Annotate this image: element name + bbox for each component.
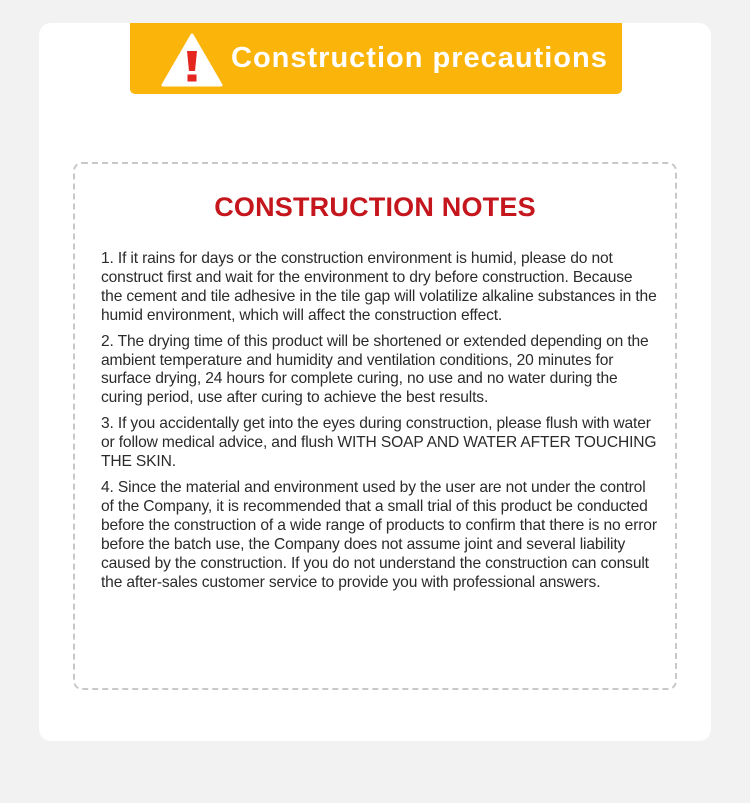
note-item-4: 4. Since the material and environment used by the user are not under the control of the Company, it is recommended that a small trial of this product be conducted before the construction of a wide range of products to confirm that there is no error before the batch use, the Company does not assume joint and several liability caused by the construction. If you do not understand the construction can consult the after-sales customer service to provide you with professional answers.	[101, 478, 657, 591]
warning-icon	[161, 33, 223, 87]
notes-list	[101, 250, 657, 599]
header-banner	[130, 23, 622, 94]
note-item-1: 1. If it rains for days or the construction environment is humid, please do not construct first and wait for the environment to dry before construction. Because the cement and tile adhesive in the tile gap will volatilize alkaline substances in the humid environment, which will affect the construction effect.	[101, 250, 657, 324]
notes-title: CONSTRUCTION NOTES	[214, 192, 536, 222]
note-item-2: 2. The drying time of this product will be shortened or extended depending on the ambient temperature and humidity and ventilation conditions, 20 minutes for surface drying, 24 hours for complete curing, no use and no water during the curing period, use after curing to achieve the best results.	[101, 332, 649, 407]
header-title: Construction precautions	[231, 42, 608, 74]
note-item-3: 3. If you accidentally get into the eyes during construction, please flush with water or follow medical advice, and flush WITH SOAP AND WATER AFTER TOUCHING THE SKIN.	[101, 415, 657, 471]
notes-box	[73, 162, 677, 690]
